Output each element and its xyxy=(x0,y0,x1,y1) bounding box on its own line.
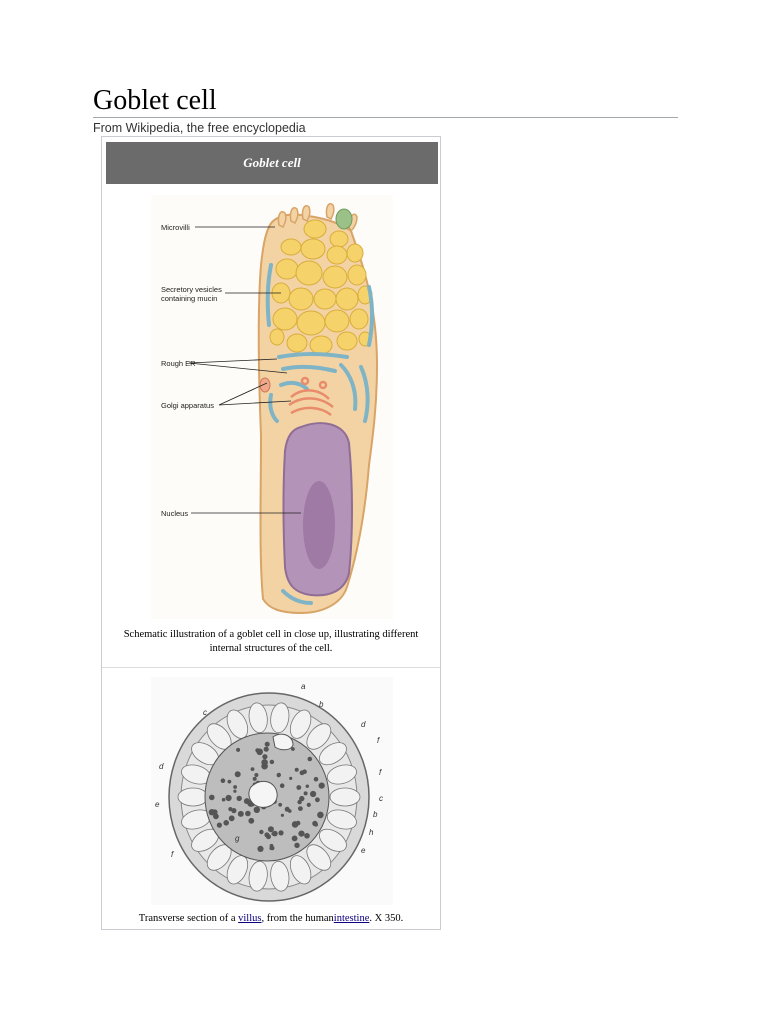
cell-nucleus-dot xyxy=(248,818,254,824)
cell-nucleus-dot xyxy=(314,823,318,827)
figure1-caption: Schematic illustration of a goblet cell in close up, illustrating different internal structures of the cell. xyxy=(123,629,419,654)
letter-b-right: b xyxy=(373,810,378,819)
vesicle-green xyxy=(336,209,352,229)
cell-nucleus-dot xyxy=(319,783,325,789)
cell-nucleus-dot xyxy=(308,757,313,762)
cell-nucleus-dot xyxy=(292,836,298,842)
cell-nucleus-dot xyxy=(296,821,301,826)
cell-nucleus-dot xyxy=(278,830,283,835)
page-tagline: From Wikipedia, the free encyclopedia xyxy=(93,121,306,135)
cell-nucleus-dot xyxy=(299,796,304,801)
cell-nucleus-dot xyxy=(262,754,267,759)
letter-e-left: e xyxy=(155,800,160,809)
cell-nucleus-dot xyxy=(261,759,268,766)
caption2-before: Transverse section of a xyxy=(138,913,239,924)
page-title: Goblet cell xyxy=(93,85,217,116)
infobox-header: Goblet cell xyxy=(106,142,438,184)
cell-nucleus-dot xyxy=(280,783,285,788)
cell-nucleus-dot xyxy=(217,823,222,828)
cell-nucleus-dot xyxy=(251,767,255,771)
cell-nucleus-dot xyxy=(271,832,274,835)
label-golgi-apparatus: Golgi apparatus xyxy=(161,401,214,410)
letter-d: d xyxy=(361,720,366,729)
letter-h: h xyxy=(369,828,374,837)
cell-nucleus-dot xyxy=(317,812,324,819)
cell-nucleus-dot xyxy=(231,808,236,813)
cell-nucleus-dot xyxy=(213,813,219,819)
cell-nucleus-dot xyxy=(307,803,311,807)
cell-nucleus-dot xyxy=(296,785,301,790)
cell-nucleus-dot xyxy=(288,809,292,813)
goblet-cell-diagram[interactable] xyxy=(151,195,393,619)
label-containing-mucin: containing mucin xyxy=(161,294,218,303)
letter-g: g xyxy=(235,834,240,843)
cell-nucleus-dot xyxy=(236,748,240,752)
cell-nucleus-dot xyxy=(256,749,263,756)
letter-b: b xyxy=(319,700,324,709)
letter-e: e xyxy=(361,846,366,855)
letter-a: a xyxy=(301,682,306,691)
cell-nucleus-dot xyxy=(233,785,237,789)
cell-nucleus-dot xyxy=(264,832,269,837)
cell-nucleus-dot xyxy=(228,780,232,784)
cell-nucleus-dot xyxy=(233,790,236,793)
cell-nucleus-dot xyxy=(298,806,303,811)
cell-nucleus-dot xyxy=(245,811,251,817)
cell-nucleus-dot xyxy=(226,795,232,801)
cell-nucleus-dot xyxy=(235,771,241,777)
cell-nucleus-dot xyxy=(304,791,308,795)
label-rough-er: Rough ER xyxy=(161,359,196,368)
label-microvilli: Microvilli xyxy=(161,223,190,232)
cell-nucleus-dot xyxy=(223,820,229,826)
cell-nucleus-dot xyxy=(315,797,320,802)
goblet-cell-profile xyxy=(178,788,208,806)
central-lacteal xyxy=(249,781,277,807)
cell-nucleus-dot xyxy=(254,773,258,777)
cell-nucleus-dot xyxy=(265,742,270,747)
cell-nucleus-dot xyxy=(221,778,226,783)
cell-nucleus-dot xyxy=(257,846,263,852)
caption2-middle: , from the human xyxy=(261,913,334,924)
infobox xyxy=(101,136,441,930)
mitochondrion xyxy=(260,378,270,392)
villus-section-svg xyxy=(151,677,393,905)
goblet-cell-svg xyxy=(151,195,393,619)
cell-nucleus-dot xyxy=(277,773,281,777)
cell-nucleus-dot xyxy=(306,785,309,788)
villus-section-image[interactable] xyxy=(151,677,393,905)
cell-nucleus-dot xyxy=(302,769,307,774)
nucleolus xyxy=(303,481,335,569)
letter-f: f xyxy=(377,736,380,745)
letter-f-left: f xyxy=(171,850,174,859)
cell-nucleus-dot xyxy=(259,830,263,834)
cell-nucleus-dot xyxy=(312,792,316,796)
cell-nucleus-dot xyxy=(253,777,257,781)
cell-nucleus-dot xyxy=(268,826,274,832)
cell-nucleus-dot xyxy=(304,833,310,839)
letter-c: c xyxy=(203,708,207,717)
cell-nucleus-dot xyxy=(298,831,304,837)
label-nucleus: Nucleus xyxy=(161,509,189,518)
cell-nucleus-dot xyxy=(237,796,242,801)
cell-nucleus-dot xyxy=(238,811,244,817)
cell-nucleus-dot xyxy=(281,814,284,817)
intestine-link[interactable]: intestine xyxy=(333,913,370,924)
figure2-caption xyxy=(110,912,432,926)
cell-nucleus-dot xyxy=(209,795,215,801)
cell-nucleus-dot xyxy=(294,843,299,848)
goblet-cell-profile xyxy=(330,788,360,806)
cell-nucleus-dot xyxy=(295,768,299,772)
cell-nucleus-dot xyxy=(270,760,274,764)
cell-nucleus-dot xyxy=(289,777,292,780)
label-secretory-vesicles: Secretory vesicles xyxy=(161,285,222,294)
caption2-after: . X 350. xyxy=(369,913,404,924)
cell-nucleus-dot xyxy=(264,747,269,752)
cell-nucleus-dot xyxy=(222,798,226,802)
letter-c-right: c xyxy=(379,794,383,803)
cell-nucleus-dot xyxy=(278,803,282,807)
title-divider xyxy=(93,117,678,118)
cell-nucleus-dot xyxy=(270,846,274,850)
letter-f-right: f xyxy=(379,768,382,777)
letter-d-left: d xyxy=(159,762,164,771)
infobox-divider xyxy=(102,667,440,668)
cell-nucleus-dot xyxy=(254,807,260,813)
cell-nucleus-dot xyxy=(314,777,319,782)
cell-nucleus-dot xyxy=(229,815,235,821)
villus-link[interactable]: villus xyxy=(238,913,262,924)
